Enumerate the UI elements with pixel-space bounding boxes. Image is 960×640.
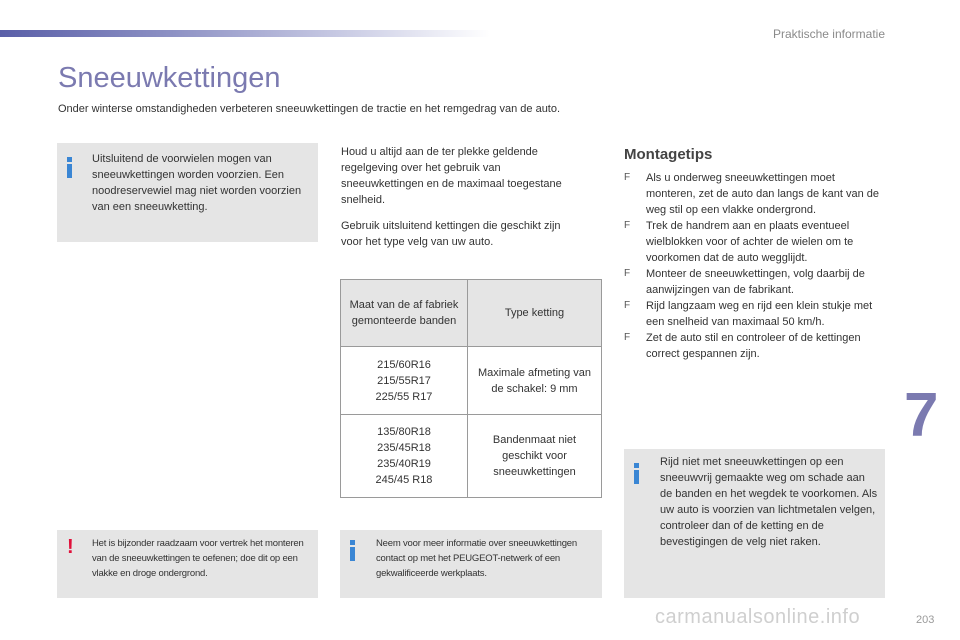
paragraph-rim-type: Gebruik uitsluitend kettingen die geschikt zijn voor het type velg van uw auto. [341, 220, 561, 248]
info-text-front-wheels: Uitsluitend de voorwielen mogen van sneeuwkettingen worden voorzien. Een noodreservewiel mag niet worden voorzien van een sneeuwketting. [92, 153, 302, 213]
table-header-tyre-size: Maat van de af fabriek gemonteerde banden [341, 280, 468, 347]
bullet-icon: F [624, 172, 631, 183]
page-number: 203 [916, 614, 935, 626]
header-accent-bar [0, 30, 490, 37]
info-box-dealer [340, 530, 602, 598]
list-item: F Zet de auto stil en controleer of de kettingen correct gespannen zijn. [624, 332, 861, 360]
bullet-icon: F [624, 332, 631, 343]
bullet-icon: F [624, 300, 631, 311]
table-cell-sizes: 215/60R16 215/55R17 225/55 R17 [341, 347, 468, 415]
list-item: F Rijd langzaam weg en rijd een klein stukje met een snelheid van maximaal 50 km/h. [624, 300, 873, 328]
tips-title: Montagetips [624, 146, 713, 163]
list-item: F Trek de handrem aan en plaats eventueel wielblokken voor of achter de wielen om te voorkomen dat de auto wegglijdt. [624, 220, 854, 264]
paragraph-regulations: Houd u altijd aan de ter plekke geldende regelgeving over het gebruik van sneeuwkettingen en de maximaal toegestane snelheid. [341, 146, 562, 206]
table-row [341, 415, 602, 498]
table-header-chain-type: Type ketting [468, 280, 602, 347]
watermark: carmanualsonline.info [655, 606, 861, 628]
intro-text: Onder winterse omstandigheden verbeteren sneeuwkettingen de tractie en het remgedrag van de auto. [58, 103, 561, 115]
table-cell-sizes: 135/80R18 235/45R18 235/40R19 245/45 R18 [341, 415, 468, 498]
list-item: F Als u onderweg sneeuwkettingen moet monteren, zet de auto dan langs de kant van de weg stil op een vlakke ondergrond. [624, 172, 879, 216]
info-icon [350, 540, 355, 561]
warning-icon: ! [67, 536, 74, 558]
section-label: Praktische informatie [772, 27, 885, 41]
info-text-no-snow: Rijd niet met sneeuwkettingen op een sneeuwvrij gemaakte weg om schade aan de banden en het wegdek te voorkomen. Als uw auto is voorzien van lichtmetalen velgen, controleer dan of de ketting en de bevestigingen de velg niet raken. [660, 456, 878, 548]
chain-spec-table [340, 279, 602, 498]
bullet-icon: F [624, 268, 631, 279]
page-title: Sneeuwkettingen [58, 62, 281, 94]
warning-box-practice [57, 530, 318, 598]
list-item: F Monteer de sneeuwkettingen, volg daarbij de aanwijzingen van de fabrikant. [624, 268, 865, 296]
tips-list [624, 170, 884, 362]
warning-text-practice: Het is bijzonder raadzaam voor vertrek het monteren van de sneeuwkettingen te oefenen; doe dit op een vlakke en droge ondergrond. [92, 538, 304, 579]
info-icon [67, 157, 72, 178]
info-icon [634, 463, 639, 484]
chapter-number: 7 [904, 381, 939, 450]
info-box-front-wheels [57, 143, 318, 242]
bullet-icon: F [624, 220, 631, 231]
table-cell-chain: Bandenmaat niet geschikt voor sneeuwkettingen [468, 415, 602, 498]
table-cell-chain: Maximale afmeting van de schakel: 9 mm [468, 347, 602, 415]
info-box-no-snow [624, 449, 885, 598]
info-text-dealer: Neem voor meer informatie over sneeuwkettingen contact op met het PEUGEOT-netwerk of een gekwalificeerde werkplaats. [376, 538, 577, 579]
table-row [341, 347, 602, 415]
